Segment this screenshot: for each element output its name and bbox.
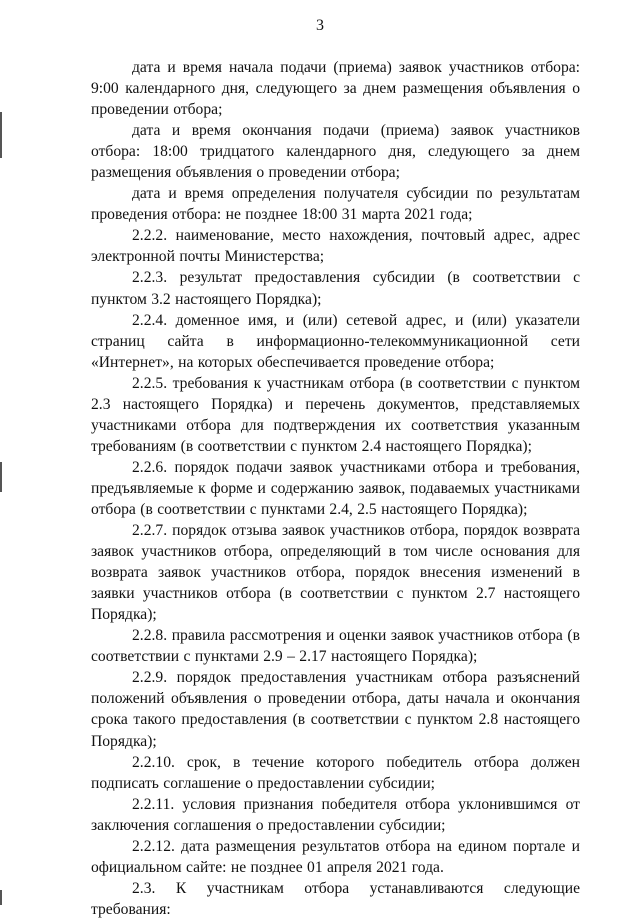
paragraph-2-3: 2.3. К участникам отбора устанавливаются следующие требования: — [91, 879, 580, 918]
scan-margin-mark — [0, 462, 2, 492]
paragraph-2-2-8: 2.2.8. правила рассмотрения и оценки заявок участников отбора (в соответствии с пунктами 2.9 – 2.17 настоящего Порядка); — [91, 627, 580, 666]
scan-margin-mark — [0, 890, 2, 905]
page-number: 3 — [316, 17, 324, 34]
paragraph-2-2-6: 2.2.6. порядок подачи заявок участниками отбора и требования, предъявляемые к форме и содержанию заявок, подаваемых участниками отбора (в соответствии с пунктами 2.4, 2.5 настоящего Порядка); — [91, 458, 580, 518]
paragraph-2-2-5: 2.2.5. требования к участникам отбора (в соответствии с пунктом 2.3 настоящего Порядка) и перечень документов, представляемых участниками отбора для подтверждения их соответствия указанным требованиям (в соответствии с пунктом 2.4 настоящего Порядка); — [91, 374, 580, 455]
paragraph-start-datetime: дата и время начала подачи (приема) заявок участников отбора: 9:00 календарного дня, следующего за днем размещения объявления о проведении отбора; — [91, 59, 580, 119]
paragraph-2-2-7: 2.2.7. порядок отзыва заявок участников отбора, порядок возврата заявок участников отбора, определяющий в том числе основания для возврата заявок участников отбора, порядок внесения изменений в заявки участников отбора (в соответствии с пунктом 2.7 настоящего Порядка); — [91, 522, 580, 624]
paragraph-end-datetime: дата и время окончания подачи (приема) заявок участников отбора: 18:00 тридцатого календарного дня, следующего за днем размещения объявления о проведении отбора; — [91, 122, 580, 182]
paragraph-2-2-2: 2.2.2. наименование, место нахождения, почтовый адрес, адрес электронной почты Министерства; — [91, 227, 580, 266]
paragraph-2-2-12: 2.2.12. дата размещения результатов отбора на едином портале и официальном сайте: не позднее 01 апреля 2021 года. — [91, 837, 580, 876]
paragraph-2-2-4: 2.2.4. доменное имя, и (или) сетевой адрес, и (или) указатели страниц сайта в информационно-телекоммуникационной сети «Интернет», на которых обеспечивается проведение отбора; — [91, 311, 580, 371]
paragraph-winner-datetime: дата и время определения получателя субсидии по результатам проведения отбора: не позднее 18:00 31 марта 2021 года; — [91, 185, 580, 224]
paragraph-2-2-10: 2.2.10. срок, в течение которого победитель отбора должен подписать соглашение о предоставлении субсидии; — [91, 753, 580, 792]
document-body — [91, 57, 580, 920]
scan-margin-mark — [0, 112, 2, 158]
paragraph-2-2-3: 2.2.3. результат предоставления субсидии (в соответствии с пунктом 3.2 настоящего Порядка); — [91, 269, 580, 308]
paragraph-2-2-11: 2.2.11. условия признания победителя отбора уклонившимся от заключения соглашения о предоставлении субсидии; — [91, 795, 580, 834]
paragraph-2-2-9: 2.2.9. порядок предоставления участникам отбора разъяснений положений объявления о проведении отбора, даты начала и окончания срока такого предоставления (в соответствии с пунктом 2.8 настоящего Порядка); — [91, 669, 580, 750]
